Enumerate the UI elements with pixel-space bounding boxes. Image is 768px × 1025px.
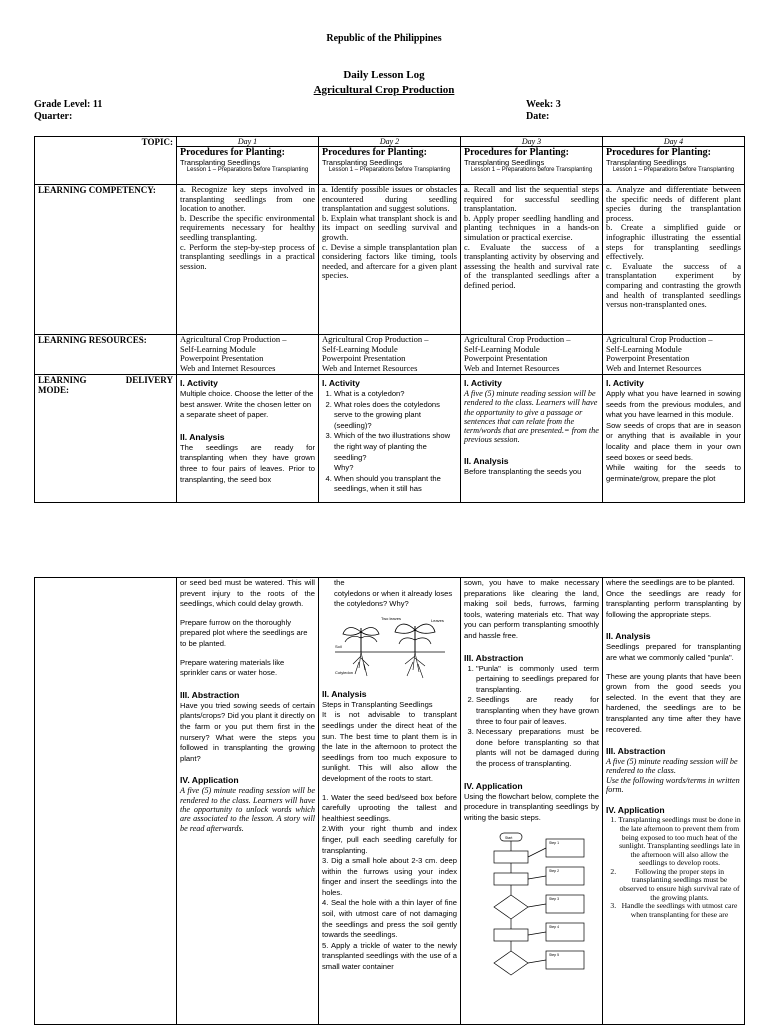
fig-label-leaves: Leaves: [430, 617, 444, 623]
page2-day3: sown, you have to make necessary preparations like clearing the land, making soil beds, furrows, farming tools, watering materials etc. That way you can perform transplanting smoothly and hassle free. III. Abstraction 1. "Punla" is commonly used term pertaining to seedlings prepared for transplanting. 2. Seedlings are ready for transplanting when they have grown three to four pair of leaves. 3. Necessary preparations must be done before transplanting so that plants will not be damaged during the process of transplanting. IV. Application Using the flowchart below, complete the procedure in transplanting seedlings by writing the basic steps. Start Step 1 Step 2 Step 3 Step 4 Step 5: [461, 578, 603, 1025]
page2-label-column: [35, 578, 177, 1025]
subject-title: Agricultural Crop Production: [313, 84, 455, 96]
fig-label-soil: Soil: [334, 643, 342, 649]
day2-header: Day 2: [319, 137, 460, 147]
competency-label: LEARNING COMPETENCY:: [35, 185, 177, 335]
topic-day4: Day 4 Procedures for Planting: Transplanting Seedlings Lesson 1 – Preparations before Transplanting: [603, 137, 745, 185]
flow-step-3: Step 3: [548, 897, 559, 902]
week: Week: 3: [526, 99, 561, 110]
page2-day1: or seed bed must be watered. This will prevent injury to the roots of the seedlings, which could delay growth. Prepare furrow on the thoroughly prepared plot where the seedlings are to be planted. Prepare watering materials like sprinkler cans or water hose. III. Abstraction Have you tried sowing seeds of certain plants/crops? Did you plant it directly on the farm or you put them first in the nursery? What were the steps you followed in transplanting the growing plant? IV. Application A five (5) minute reading session will be rendered to the class. Learners will have the opportunity to unlock words which are associated to the lesson. A story will be read afterwards.: [177, 578, 319, 1025]
page2-day2: the cotyledons or when it already loses the cotyledons? Why? Two leaves Soil Leaves Cotyledon II. Analysis Steps in Transplanting Seedlings It is not advisable to transplant seedlings under the direct heat of the sun. The best time to plant them is in the late in the afternoon to protect the seedlings from too much exposure to sunlight. This will also allow the development of the roots to start. 1. Water the seed bed/seed box before carefully uprooting the tallest and healthiest seedlings. 2.With your right thumb and index finger, pull each seedling carefully for transplanting. 3. Dig a small hole about 2-3 cm. deep within the furrows using your index finger and insert the seedlings into the holes. 4. Seal the hole with a thin layer of fine soil, with utmost care of not damaging the seedlings and press the soil gently towards the seedlings. 5. Apply a trickle of water to the newly transplanted seedlings with the use of a small water container: [319, 578, 461, 1025]
delivery-day4: I. Activity Apply what you have learned in sowing seeds from the previous modules, and what you have learned in this module. Sow seeds of crops that are in season or anything that is available in your locality and place them in your own seed boxes or seed beds. While waiting for the seeds to germinate/grow, prepare the plot: [603, 375, 745, 503]
competency-day3: a. Recall and list the sequential steps required for successful seedling transplantation. b. Apply proper seedling handling and planting techniques in a hands-on simulation or practical exercise. c. Evaluate the success of a transplanting activity by observing and assessing the health and survival rate of the transplanted seedlings after a defined period.: [461, 185, 603, 335]
competency-day2: a. Identify possible issues or obstacles encountered during seedling transplantation and suggest solutions. b. Explain what transplant shock is and its impact on seedling survival and growth. c. Devise a simple transplantation plan considering factors like timing, tools needed, and aftercare for a given plant species.: [319, 185, 461, 335]
delivery-label: LEARNING DELIVERY MODE:: [35, 375, 177, 503]
delivery-day3: I. Activity A five (5) minute reading session will be rendered to the class. Learners will have the opportunity to give a passage or sentences that can relate from the term/words that are presented.= from the previous session. II. Analysis Before transplanting the seeds you: [461, 375, 603, 503]
page2-day4: where the seedlings are to be planted. Once the seedlings are ready for transplanting perform transplanting by following the appropriate steps. II. Analysis Seedlings prepared for transplanting are what we commonly called "punla". These are young plants that have been grown from the good seeds you selected. In the event that they are hardened, the seedlings are to be transplanted any time after they have recovered. III. Abstraction A five (5) minute reading session will be rendered to the class. Use the following words/terms in written form. IV. Application 1. Transplanting seedlings must be done in the late afternoon to prevent them from being exposed to too much heat of the sunlight. Transplanting seedlings late in the afternoon will also allow the seedlings to develop roots. 2. Following the proper steps in transplanting seedlings must be observed to ensure high survival rate of the growing plants. 3. Handle the seedlings with utmost care when transplanting for these are: [603, 578, 745, 1025]
document-title: Daily Lesson Log: [343, 69, 425, 81]
topic-day1: Day 1 Procedures for Planting: Transplanting Seedlings Lesson 1 – Preparations before Transplanting: [177, 137, 319, 185]
lesson-table-page-1: [34, 136, 745, 503]
topic-label: TOPIC:: [35, 137, 177, 185]
lesson-table-page-2: [34, 577, 745, 1025]
republic-heading: Republic of the Philippines: [326, 33, 442, 44]
date: Date:: [526, 111, 550, 122]
resources-day2: Agricultural Crop Production – Self-Learning Module Powerpoint Presentation Web and Internet Resources: [319, 335, 461, 375]
day1-header: Day 1: [177, 137, 318, 147]
day4-header: Day 4: [603, 137, 744, 147]
resources-day3: Agricultural Crop Production – Self-Learning Module Powerpoint Presentation Web and Internet Resources: [461, 335, 603, 375]
quarter: Quarter:: [34, 111, 73, 122]
topic-day2: Day 2 Procedures for Planting: Transplanting Seedlings Lesson 1 – Preparations before Transplanting: [319, 137, 461, 185]
flow-start: Start: [504, 836, 512, 841]
flow-step-2: Step 2: [548, 869, 559, 874]
delivery-day2: I. Activity 1. What is a cotyledon? 2. What roles does the cotyledons serve to the growing plant (seedling)? 3. Which of the two illustrations show the right way of planting the seedling? Why? 4. When should you transplant the seedlings, when it still has: [319, 375, 461, 503]
delivery-day1: I. Activity Multiple choice. Choose the letter of the best answer. Write the chosen letter on a separate sheet of paper. II. Analysis The seedlings are ready for transplanting when they have grown three to four pairs of leaves. Prior to transplanting, the seed box: [177, 375, 319, 503]
grade-level: Grade Level: 11: [34, 99, 103, 110]
competency-day1: a. Recognize key steps involved in transplanting seedlings from one location to another. b. Describe the specific environmental requirements necessary for healthy seedling transplanting. c. Perform the step-by-step process of transplanting seedlings in a practical session.: [177, 185, 319, 335]
transplanting-flowchart: [476, 829, 588, 979]
flow-step-4: Step 4: [548, 925, 559, 930]
day3-header: Day 3: [461, 137, 602, 147]
resources-day4: Agricultural Crop Production – Self-Learning Module Powerpoint Presentation Web and Internet Resources: [603, 335, 745, 375]
resources-day1: Agricultural Crop Production – Self-Learning Module Powerpoint Presentation Web and Internet Resources: [177, 335, 319, 375]
seedling-illustration: [331, 612, 449, 686]
fig-label-two-leaves: Two leaves: [380, 615, 401, 621]
flow-step-1: Step 1: [548, 841, 559, 846]
fig-label-cotyledon: Cotyledon: [334, 669, 353, 675]
topic-day3: Day 3 Procedures for Planting: Transplanting Seedlings Lesson 1 – Preparations before Transplanting: [461, 137, 603, 185]
competency-day4: a. Analyze and differentiate between the specific needs of different plant species during the transplantation process. b. Create a simplified guide or infographic illustrating the essential steps for transplanting seedlings effectively. c. Evaluate the success of a transplantation experiment by comparing and contrasting the growth and health of transplanted seedlings versus non-transplanted ones.: [603, 185, 745, 335]
resources-label: LEARNING RESOURCES:: [35, 335, 177, 375]
flow-step-5: Step 5: [548, 953, 559, 958]
